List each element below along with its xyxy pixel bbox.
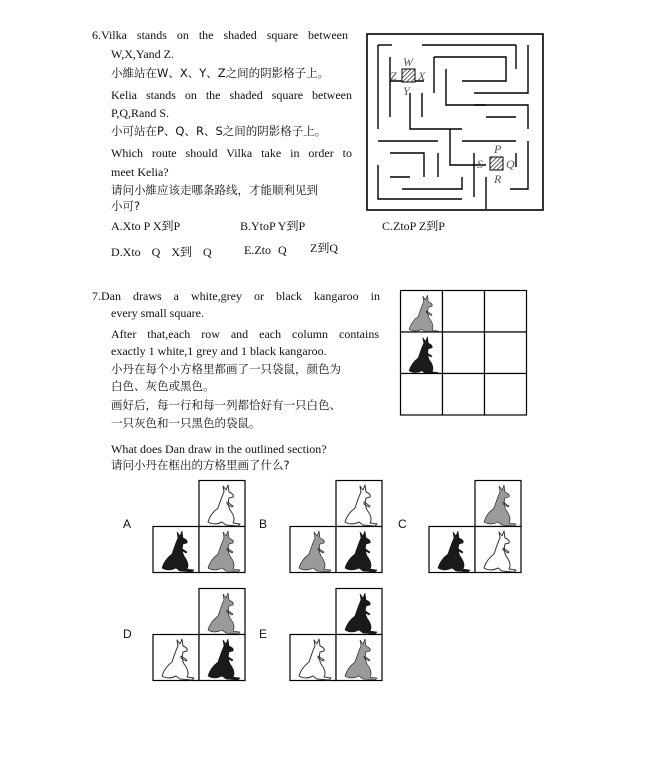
grid-cell <box>443 291 485 333</box>
q7-line-5: 小丹在每个小方格里都画了一只袋鼠，颜色为 <box>111 362 341 376</box>
choice-c-figure[interactable] <box>428 480 522 574</box>
vilka-shaded-square <box>402 69 415 82</box>
maze-label-r: R <box>494 172 502 186</box>
q6-line-3: 小維站在W、X、Y、Z之间的阴影格子上。 <box>111 66 330 80</box>
q6-line-8: meet Kelia? <box>111 165 169 179</box>
choice-a-figure[interactable] <box>152 480 246 574</box>
q7-line-3: After that,each row and each column contains <box>111 327 379 341</box>
q7-line-6: 白色、灰色或黑色。 <box>111 379 215 393</box>
q7-line-7: 画好后，每一行和每一列都恰好有一只白色、 <box>111 398 341 412</box>
grid-cell <box>401 374 443 416</box>
maze-walls <box>378 45 528 209</box>
q7-line-4: exactly 1 white,1 grey and 1 black kangaroo. <box>111 344 327 358</box>
q6-line-6: 小可站在P、Q、R、S之间的阴影格子上。 <box>111 124 327 138</box>
q6-line-7: Which route should Vilka take in order to <box>111 146 352 160</box>
q6-option-e-zh[interactable]: Z到Q <box>310 241 338 255</box>
maze-label-q: Q <box>506 157 515 171</box>
maze-figure <box>366 33 544 211</box>
grid-cell <box>485 291 527 333</box>
q6-line-2: W,X,Yand Z. <box>111 47 175 61</box>
q7-line-8: 一只灰色和一只黑色的袋鼠。 <box>111 416 261 430</box>
maze-label-s: S <box>477 157 483 171</box>
q6-option-e-en[interactable]: E.Zto Q <box>244 243 287 257</box>
q6-option-c[interactable]: C.ZtoP Z到P <box>382 219 445 233</box>
maze-label-x: X <box>418 69 426 83</box>
q6-line-10: 小可? <box>111 199 141 213</box>
maze-label-z: Z <box>390 69 397 83</box>
q6-line-9: 请问小維应该走哪条路线，才能顺利见到 <box>111 183 318 197</box>
q7-line-9: What does Dan draw in the outlined section? <box>111 442 327 456</box>
q7-line-2: every small square. <box>111 306 204 320</box>
kangaroo-grid <box>400 290 527 416</box>
maze-label-w: W <box>403 55 413 69</box>
maze-label-p: P <box>494 142 502 156</box>
q6-option-a[interactable]: A.Xto P X到P <box>111 219 181 233</box>
grid-cell <box>443 374 485 416</box>
q6-option-b[interactable]: B.YtoP Y到P <box>240 219 306 233</box>
choice-e-figure[interactable] <box>289 588 383 682</box>
kelia-shaded-square <box>490 157 503 170</box>
choice-e-label[interactable]: E <box>259 627 268 641</box>
grid-cell <box>485 332 527 374</box>
maze-label-y: Y <box>403 84 410 98</box>
choice-d-figure[interactable] <box>152 588 246 682</box>
grid-cell <box>485 374 527 416</box>
q7-line-10: 请问小丹在框出的方格里画了什么? <box>111 458 290 472</box>
q6-line-1: 6.Vilka stands on the shaded square between <box>92 28 348 42</box>
grid-cell <box>443 332 485 374</box>
q6-line-5: P,Q,Rand S. <box>111 106 170 120</box>
q6-line-4: Kelia stands on the shaded square between <box>111 88 352 102</box>
choice-a-label[interactable]: A <box>123 517 132 531</box>
choice-c-label[interactable]: C <box>398 517 407 531</box>
choice-b-label[interactable]: B <box>259 517 268 531</box>
choice-b-figure[interactable] <box>289 480 383 574</box>
q7-line-1: 7.Dan draws a white,grey or black kangaroo in <box>92 289 380 303</box>
q6-option-d[interactable]: D.Xto Q X到 Q <box>111 245 212 259</box>
choice-d-label[interactable]: D <box>123 627 132 641</box>
